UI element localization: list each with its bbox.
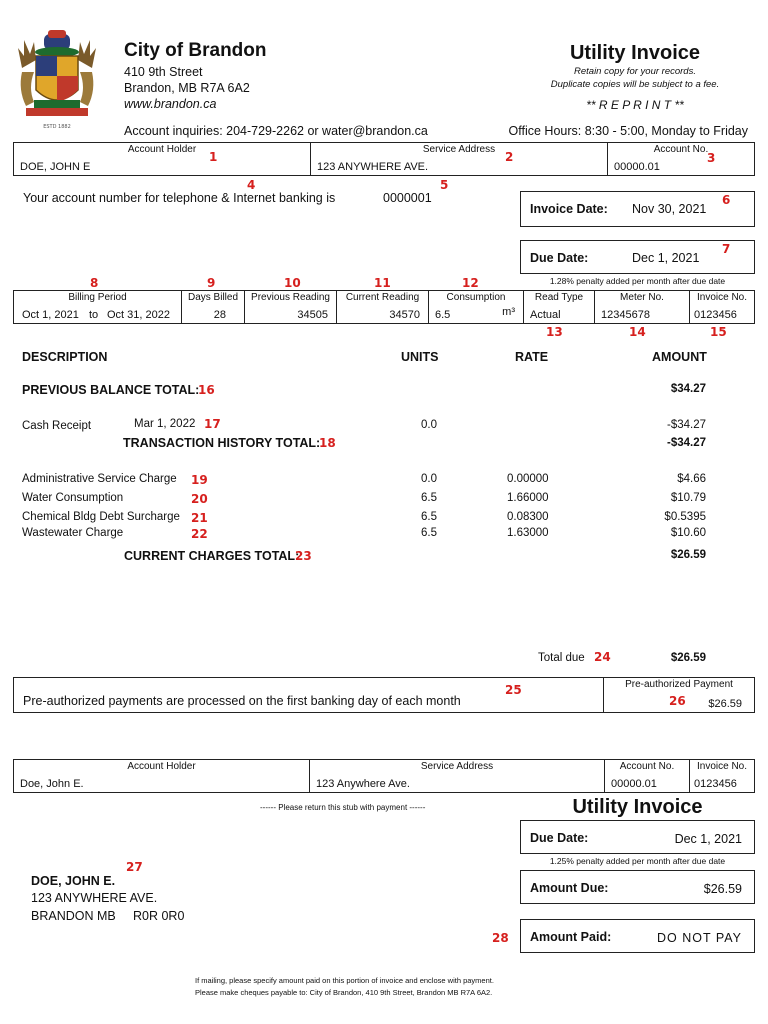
account-holder-cell	[14, 143, 311, 175]
banking-text: Your account number for telephone & Internet banking is	[23, 191, 336, 205]
stub-invoice-title: Utility Invoice	[572, 796, 703, 818]
cash-receipt-amount: -$34.27	[666, 419, 706, 431]
marker: 28	[492, 931, 509, 945]
account-holder-value: DOE, JOHN E	[20, 161, 91, 173]
due-date-value: Dec 1, 2021	[632, 251, 700, 265]
consumption-header: Consumption	[446, 292, 506, 303]
account-inquiries: Account inquiries: 204-729-2262 or water@brandon.ca	[124, 124, 428, 138]
mailing-instructions: If mailing, please specify amount paid on this portion of invoice and enclose with payment.	[195, 976, 494, 985]
preauth-amount: $26.59	[708, 698, 742, 710]
account-number-cell	[608, 143, 754, 175]
stub-account-number-label: Account No.	[619, 761, 675, 772]
stub-amount-due-box	[520, 870, 755, 904]
charge-rate: 1.66000	[507, 492, 549, 504]
marker: 1	[209, 150, 218, 164]
previous-reading-value: 34505	[297, 309, 328, 321]
billing-period-cell	[14, 291, 182, 323]
charge-amount: $10.60	[670, 527, 706, 539]
marker: 27	[126, 860, 143, 874]
charge-rate: 0.08300	[507, 511, 549, 523]
marker: 4	[247, 178, 256, 192]
cash-receipt-label: Cash Receipt	[22, 420, 92, 432]
marker: 24	[594, 650, 611, 664]
billing-period-to-word: to	[89, 309, 99, 321]
previous-balance-label: PREVIOUS BALANCE TOTAL:	[22, 383, 200, 397]
marker: 6	[722, 193, 731, 207]
due-date-label: Due Date:	[530, 251, 589, 265]
charge-units: 6.5	[421, 511, 437, 523]
transaction-history-total-amount: -$34.27	[666, 437, 706, 449]
units-column-header: UNITS	[401, 350, 439, 364]
consumption-value: 6.5	[435, 309, 451, 321]
stub-amount-paid-label: Amount Paid:	[530, 930, 612, 944]
marker: 5	[440, 178, 449, 192]
marker: 18	[319, 436, 336, 450]
previous-reading-cell	[245, 291, 337, 323]
marker: 9	[207, 276, 216, 290]
marker: 13	[546, 325, 563, 339]
charge-desc: Administrative Service Charge	[22, 473, 177, 485]
preauth-message: Pre-authorized payments are processed on the first banking day of each month	[23, 694, 461, 708]
account-number-value: 00000.01	[614, 161, 660, 173]
charge-rate: 1.63000	[507, 527, 549, 539]
due-date-box	[520, 240, 755, 286]
current-charges-total-amount: $26.59	[670, 549, 706, 561]
mailing-postal: R0R 0R0	[133, 909, 185, 923]
issuer-website[interactable]: www.brandon.ca	[124, 97, 217, 111]
marker: 16	[198, 383, 215, 397]
billing-period-header: Billing Period	[68, 292, 127, 303]
stub-penalty-note: 1.25% penalty added per month after due date	[549, 856, 726, 866]
invoice-date-label: Invoice Date:	[530, 202, 608, 216]
mailing-city: BRANDON MB	[31, 909, 116, 923]
marker: 10	[284, 276, 301, 290]
stub-amount-due-value: $26.59	[703, 882, 742, 896]
crest-motto: ESTD 1882	[43, 124, 71, 130]
stub-amount-paid-box	[520, 919, 755, 953]
stub-due-date-box	[520, 820, 755, 866]
service-address-label: Service Address	[422, 144, 496, 155]
charge-amount: $4.66	[677, 473, 706, 485]
banking-account-number: 0000001	[383, 191, 432, 205]
current-reading-header: Current Reading	[345, 292, 420, 303]
issuer-name: City of Brandon	[124, 40, 267, 61]
billing-table	[13, 290, 755, 324]
cash-receipt-date: Mar 1, 2022	[134, 418, 196, 430]
stub-invoice-number-value: 0123456	[694, 778, 737, 790]
stub-account-holder-cell	[14, 760, 310, 792]
description-column-header: DESCRIPTION	[22, 350, 108, 364]
marker: 14	[629, 325, 646, 339]
marker: 22	[191, 527, 208, 541]
marker: 12	[462, 276, 479, 290]
current-reading-value: 34570	[389, 309, 420, 321]
stub-invoice-number-label: Invoice No.	[696, 761, 748, 772]
issuer-city: Brandon, MB R7A 6A2	[124, 81, 250, 95]
marker: 26	[669, 694, 686, 708]
amount-column-header: AMOUNT	[652, 350, 707, 364]
stub-account-holder-label: Account Holder	[127, 761, 196, 772]
account-holder-label: Account Holder	[127, 144, 197, 155]
days-billed-cell	[182, 291, 245, 323]
stub-amount-due-label: Amount Due:	[530, 881, 609, 895]
marker: 8	[90, 276, 99, 290]
total-due-label: Total due	[538, 652, 585, 664]
charge-amount: $10.79	[670, 492, 706, 504]
current-charges-total-label: CURRENT CHARGES TOTAL:	[124, 549, 300, 563]
stub-invoice-number-cell	[690, 760, 754, 792]
charge-units: 0.0	[421, 473, 437, 485]
retain-copy-note: Retain copy for your records.	[574, 66, 696, 77]
days-billed-value: 28	[213, 309, 226, 321]
invoice-date-box	[520, 191, 755, 227]
charge-units: 6.5	[421, 492, 437, 504]
stub-account-holder-value: Doe, John E.	[20, 778, 84, 790]
marker: 25	[505, 683, 522, 697]
cash-receipt-units: 0.0	[421, 419, 437, 431]
issuer-street: 410 9th Street	[124, 65, 203, 79]
meter-number-header: Meter No.	[620, 292, 664, 303]
invoice-title: Utility Invoice	[569, 42, 701, 64]
duplicate-fee-note: Duplicate copies will be subject to a fee.	[550, 79, 720, 90]
invoice-number-value: 0123456	[694, 309, 737, 321]
reprint-label: ** R E P R I N T **	[586, 98, 684, 112]
meter-number-cell	[595, 291, 690, 323]
previous-balance-amount: $34.27	[670, 383, 706, 395]
marker: 21	[191, 511, 208, 525]
mailing-name: DOE, JOHN E.	[31, 874, 116, 888]
charge-rate: 0.00000	[507, 473, 549, 485]
return-stub-note: ------ Please return this stub with payment ------	[260, 803, 426, 812]
preauth-payment-bar	[13, 677, 755, 713]
marker: 19	[191, 473, 208, 487]
charge-units: 6.5	[421, 527, 437, 539]
charge-desc: Chemical Bldg Debt Surcharge	[22, 511, 180, 523]
stub-account-bar	[13, 759, 755, 793]
stub-amount-paid-value: DO NOT PAY	[656, 931, 742, 945]
days-billed-header: Days Billed	[187, 292, 239, 303]
marker: 2	[505, 150, 514, 164]
charge-desc: Water Consumption	[22, 492, 124, 504]
marker: 3	[707, 151, 716, 165]
marker: 20	[191, 492, 208, 506]
marker: 23	[295, 549, 312, 563]
office-hours: Office Hours: 8:30 - 5:00, Monday to Friday	[508, 124, 748, 138]
stub-due-date-value: Dec 1, 2021	[674, 832, 742, 846]
city-crest-logo	[14, 28, 100, 132]
mailing-street: 123 ANYWHERE AVE.	[31, 891, 158, 905]
account-info-bar	[13, 142, 755, 176]
rate-column-header: RATE	[515, 350, 549, 364]
billing-period-to: Oct 31, 2022	[107, 309, 170, 321]
previous-reading-header: Previous Reading	[251, 292, 330, 303]
invoice-number-header: Invoice No.	[696, 292, 748, 303]
stub-service-address-value: 123 Anywhere Ave.	[316, 778, 410, 790]
preauth-label: Pre-authorized Payment	[625, 679, 733, 690]
stub-due-date-label: Due Date:	[530, 831, 589, 845]
billing-period-from: Oct 1, 2021	[22, 309, 79, 321]
invoice-number-cell	[690, 291, 754, 323]
cheque-instructions: Please make cheques payable to: City of Brandon, 410 9th Street, Brandon MB R7A 6A2.	[195, 988, 493, 997]
marker: 17	[204, 417, 221, 431]
read-type-header: Read Type	[534, 292, 584, 303]
marker: 7	[722, 242, 731, 256]
consumption-unit: m³	[502, 306, 515, 318]
service-address-value: 123 ANYWHERE AVE.	[317, 161, 429, 173]
marker: 11	[374, 276, 391, 290]
stub-account-number-cell	[605, 760, 690, 792]
penalty-note: 1.28% penalty added per month after due date	[549, 276, 726, 286]
marker: 15	[710, 325, 727, 339]
stub-service-address-label: Service Address	[420, 761, 494, 772]
current-reading-cell	[337, 291, 429, 323]
meter-number-value: 12345678	[601, 309, 650, 321]
account-number-label: Account No.	[653, 144, 709, 155]
transaction-history-total-label: TRANSACTION HISTORY TOTAL:	[123, 436, 321, 450]
consumption-cell	[429, 291, 524, 323]
charge-amount: $0.5395	[664, 511, 706, 523]
charge-desc: Wastewater Charge	[22, 527, 124, 539]
service-address-cell	[311, 143, 608, 175]
read-type-cell	[524, 291, 595, 323]
stub-service-address-cell	[310, 760, 605, 792]
stub-account-number-value: 00000.01	[611, 778, 657, 790]
read-type-value: Actual	[530, 309, 561, 321]
invoice-date-value: Nov 30, 2021	[632, 202, 707, 216]
total-due-amount: $26.59	[670, 652, 706, 664]
